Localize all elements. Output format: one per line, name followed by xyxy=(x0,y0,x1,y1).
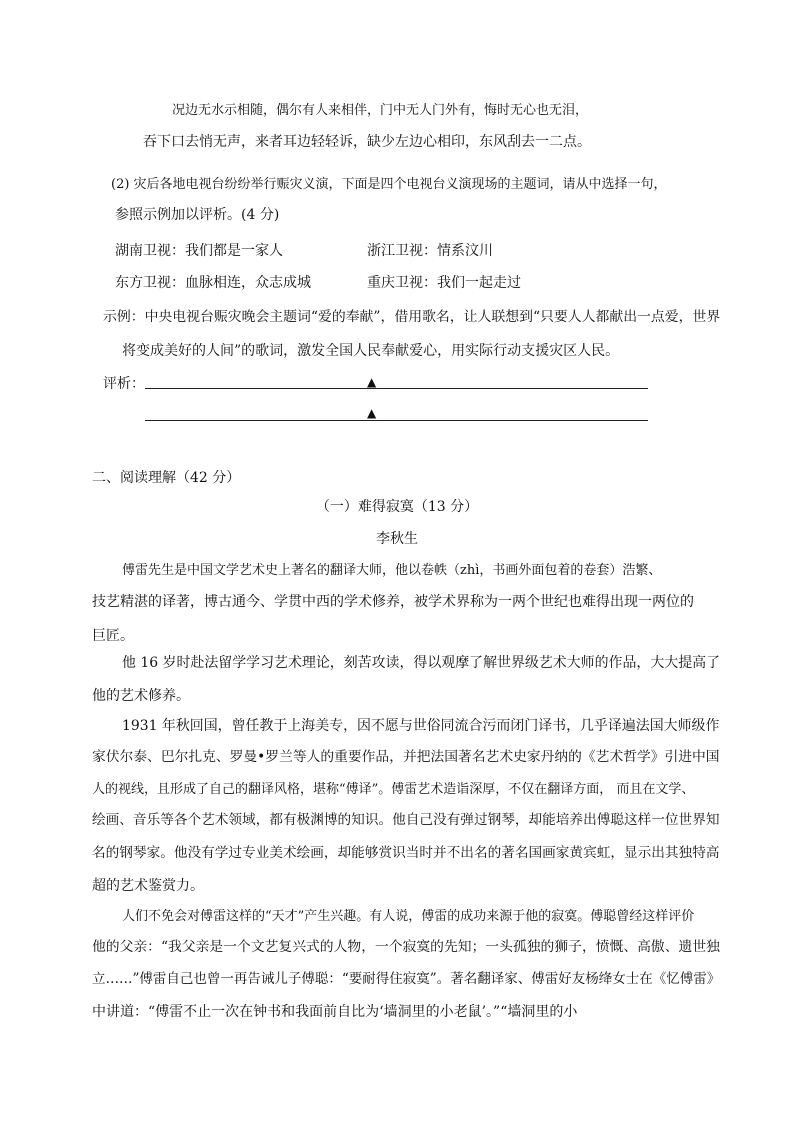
paragraph-line: 人的视线，且形成了自己的翻译风格，堪称“傅译”。傅雷艺术造诣深厚，不仅在翻译方面， 而且在文学、 xyxy=(92,782,695,797)
paragraph-line: 1931 年秋回国，曾任教于上海美专，因不愿与世俗同流合污而闭门译书，几乎译遍法国大师级作 xyxy=(122,718,720,734)
article-title: （一）难得寂寞（13 分） xyxy=(315,499,479,515)
example-line-1: 示例：中央电视台赈灾晚会主题词“爱的奉献”，借用歌名，让人联想到“只要人人都献出一点爱，世界 xyxy=(103,309,721,325)
paragraph-line: 名的钢琴家。他没有学过专业美术绘画，却能够赏识当时并不出名的著名国画家黄宾虹，显示出其独特高 xyxy=(92,845,720,861)
answer-line-2[interactable] xyxy=(145,420,648,421)
section-heading: 二、阅读理解（42 分） xyxy=(92,470,241,486)
theme-hunan: 湖南卫视：我们都是一家人 xyxy=(115,243,283,259)
poem-line-2: 吞下口去悄无声，来者耳边轻轻诉，缺少左边心相印，东风刮去一二点。 xyxy=(143,134,591,150)
paragraph-line: 人们不免会对傅雷这样的“天才”产生兴趣。有人说，傅雷的成功来源于他的寂寞。傅聪曾经这样评价 xyxy=(122,909,695,924)
paragraph-line: 绘画、音乐等各个艺术领域，都有极渊博的知识。他自己没有弹过钢琴，却能培养出傅聪这样一位世界知 xyxy=(92,812,720,828)
paragraph-line: 他的父亲：“我父亲是一个文艺复兴式的人物，一个寂寞的先知；一头孤独的狮子，愤慨、高傲、遗世独 xyxy=(92,939,720,955)
paragraph-line: 立……”傅雷自己也曾一再告诫儿子傅聪：“要耐得住寂寞”。著名翻译家、傅雷好友杨绛女士在《忆傅雷》 xyxy=(92,971,721,987)
answer-label: 评析： xyxy=(103,376,145,392)
triangle-marker-icon: ▲ xyxy=(367,375,377,389)
theme-zhejiang: 浙江卫视：情系汶川 xyxy=(367,243,493,259)
paragraph-line: 他的艺术修养。 xyxy=(92,688,190,704)
theme-dongfang: 东方卫视：血脉相连，众志成城 xyxy=(115,275,311,291)
example-line-2: 将变成美好的人间”的歌词，激发全国人民奉献爱心，用实际行动支援灾区人民。 xyxy=(122,343,620,359)
paragraph-line: 家伏尔泰、巴尔扎克、罗曼•罗兰等人的重要作品，并把法国著名艺术史家丹纳的《艺术哲学》引进中国 xyxy=(92,749,720,765)
paragraph-line: 技艺精湛的译著，博古通今、学贯中西的学术修养，被学术界称为一两个世纪也难得出现一两位的 xyxy=(92,594,694,610)
paragraph-line: 巨匠。 xyxy=(92,628,134,644)
question-prompt-line-2: 参照示例加以评析。(4 分) xyxy=(115,207,280,223)
paragraph-line: 超的艺术鉴赏力。 xyxy=(92,878,204,894)
paragraph-line: 中讲道：“傅雷不止一次在钟书和我面前自比为‘墙洞里的小老鼠’。”“墙洞里的小 xyxy=(92,1004,578,1020)
answer-line-1[interactable] xyxy=(145,388,648,389)
paragraph-line: 他 16 岁时赴法留学学习艺术理论，刻苦攻读，得以观摩了解世界级艺术大师的作品，大大提高了 xyxy=(122,655,721,671)
article-author: 李秋生 xyxy=(376,531,418,547)
poem-line-1: 况边无水示相随，偶尔有人来相伴，门中无人门外有，悔时无心也无泪， xyxy=(172,103,589,118)
theme-chongqing: 重庆卫视：我们一起走过 xyxy=(367,275,521,291)
question-prompt-line-1: (2) 灾后各地电视台纷纷举行赈灾义演，下面是四个电视台义演现场的主题词，请从中选择一句， xyxy=(111,177,667,192)
paragraph-line: 傅雷先生是中国文学艺术史上著名的翻译大师，他以卷帙（zhì，书画外面包着的卷套）浩繁、 xyxy=(122,563,662,578)
triangle-marker-icon: ▲ xyxy=(367,406,377,420)
